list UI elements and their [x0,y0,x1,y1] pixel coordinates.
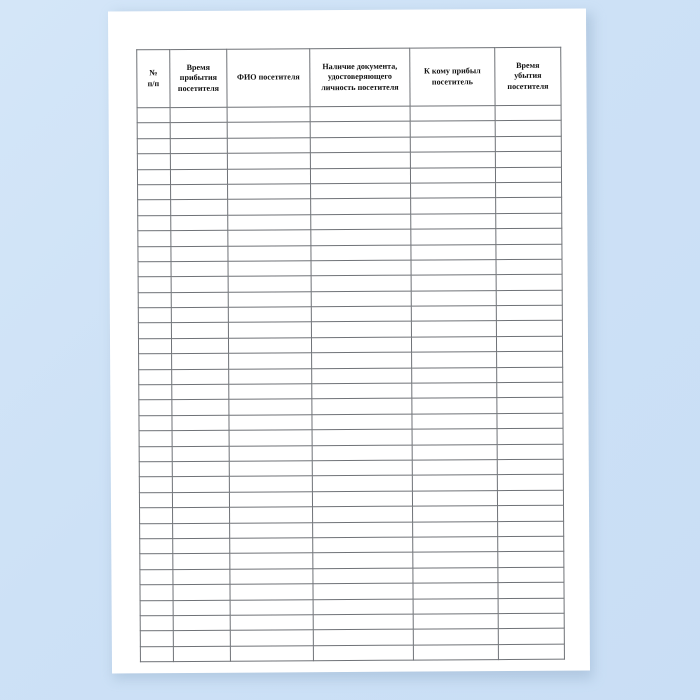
table-cell[interactable] [412,352,497,368]
table-cell[interactable] [138,200,171,216]
table-cell[interactable] [228,245,311,261]
table-cell[interactable] [410,152,495,168]
table-cell[interactable] [139,492,172,508]
table-cell[interactable] [170,138,227,154]
table-cell[interactable] [139,431,172,447]
table-cell[interactable] [413,552,498,568]
table-cell[interactable] [497,475,563,491]
table-cell[interactable] [228,230,311,246]
table-cell[interactable] [171,246,228,262]
column-header-number-line-1: № [149,68,158,78]
column-header-departure-time-line-2: убытия [514,71,542,81]
table-cell[interactable] [139,400,172,416]
table-cell[interactable] [172,400,229,416]
table-cell[interactable] [496,336,562,352]
column-header-host [410,48,495,107]
table-cell[interactable] [228,199,311,215]
table-cell[interactable] [413,506,498,522]
table-cell[interactable] [498,628,564,644]
table-cell[interactable] [496,321,562,337]
table-cell[interactable] [313,629,413,645]
table-cell[interactable] [311,198,411,214]
table-cell[interactable] [171,338,228,354]
table-cell[interactable] [138,338,171,354]
table-cell[interactable] [495,121,561,137]
column-header-departure-time-line-1: Время [516,61,540,71]
table-cell[interactable] [413,537,498,553]
table-cell[interactable] [412,367,497,383]
table-cell[interactable] [495,136,561,152]
column-header-identity-document-line-1: Наличие документа, [322,62,398,72]
table-cell[interactable] [170,169,227,185]
table-cell[interactable] [413,521,498,537]
column-header-identity-document-line-2: удостоверяющего [327,72,392,82]
table-cell[interactable] [228,307,311,323]
table-cell[interactable] [137,123,170,139]
column-header-number [137,50,170,108]
table-cell[interactable] [411,229,496,245]
table-cell[interactable] [312,445,412,461]
table-cell[interactable] [413,567,498,583]
table-cell[interactable] [172,353,229,369]
table-cell[interactable] [311,214,411,230]
table-cell[interactable] [139,477,172,493]
table-cell[interactable] [311,291,411,307]
column-header-departure-time [495,47,561,105]
table-cell[interactable] [172,430,229,446]
table-cell[interactable] [313,552,413,568]
table-cell[interactable] [138,292,171,308]
table-cell[interactable] [413,583,498,599]
table-cell[interactable] [229,384,312,400]
table-cell[interactable] [498,521,564,537]
table-cell[interactable] [230,568,313,584]
table-cell[interactable] [228,291,311,307]
column-header-host-line-2: посетитель [431,76,473,86]
table-cell[interactable] [498,552,564,568]
table-cell[interactable] [173,538,230,554]
table-cell[interactable] [496,228,562,244]
table-cell[interactable] [170,123,227,139]
table-cell[interactable] [497,351,563,367]
column-header-identity-document [310,48,410,107]
table-cell[interactable] [140,585,173,601]
table-cell[interactable] [171,184,228,200]
table-cell[interactable] [411,336,496,352]
table-cell[interactable] [412,475,497,491]
column-header-arrival-time-line-2: прибытия [179,73,218,83]
table-cell[interactable] [229,461,312,477]
table-cell[interactable] [230,599,313,615]
table-cell[interactable] [229,415,312,431]
table-row[interactable] [140,644,564,662]
table-cell[interactable] [173,554,230,570]
table-cell[interactable] [413,598,498,614]
table-cell[interactable] [411,213,496,229]
table-cell[interactable] [495,167,561,183]
table-cell[interactable] [312,399,412,415]
table-cell[interactable] [313,583,413,599]
table-cell[interactable] [173,584,230,600]
table-cell[interactable] [172,446,229,462]
table-cell[interactable] [227,107,310,123]
table-cell[interactable] [138,215,171,231]
table-cell[interactable] [410,136,495,152]
table-cell[interactable] [497,459,563,475]
table-cell[interactable] [229,353,312,369]
table-cell[interactable] [139,462,172,478]
table-cell[interactable] [412,398,497,414]
table-cell[interactable] [412,429,497,445]
table-cell[interactable] [313,645,413,661]
table-cell[interactable] [139,354,172,370]
table-cell[interactable] [228,322,311,338]
table-cell[interactable] [312,414,412,430]
table-cell[interactable] [496,290,562,306]
table-cell[interactable] [311,245,411,261]
table-cell[interactable] [495,105,561,121]
table-cell[interactable] [411,306,496,322]
table-cell[interactable] [496,198,562,214]
table-cell[interactable] [228,184,311,200]
table-cell[interactable] [171,292,228,308]
visitor-log-sheet [136,47,564,663]
table-cell[interactable] [173,600,230,616]
table-cell[interactable] [411,321,496,337]
table-cell[interactable] [228,276,311,292]
table-cell[interactable] [496,244,562,260]
table-cell[interactable] [230,584,313,600]
table-cell[interactable] [172,477,229,493]
column-header-arrival-time-line-3: посетителя [177,83,220,93]
column-header-arrival-time [170,49,227,107]
table-cell[interactable] [312,383,412,399]
table-cell[interactable] [310,152,410,168]
table-cell[interactable] [498,582,564,598]
table-cell[interactable] [312,475,412,491]
table-cell[interactable] [496,305,562,321]
table-cell[interactable] [498,613,564,629]
table-cell[interactable] [139,385,172,401]
table-cell[interactable] [227,122,310,138]
table-cell[interactable] [171,230,228,246]
table-cell[interactable] [172,384,229,400]
table-cell[interactable] [230,615,313,631]
table-cell[interactable] [310,137,410,153]
table-cell[interactable] [140,646,173,662]
table-cell[interactable] [230,630,313,646]
table-cell[interactable] [413,644,498,660]
table-cell[interactable] [311,322,411,338]
table-cell[interactable] [140,631,173,647]
table-cell[interactable] [230,538,313,554]
table-cell[interactable] [140,600,173,616]
table-cell[interactable] [173,507,230,523]
table-cell[interactable] [412,490,497,506]
table-cell[interactable] [496,259,562,275]
table-body [137,105,564,662]
table-cell[interactable] [496,182,562,198]
table-cell[interactable] [498,536,564,552]
table-cell[interactable] [313,522,413,538]
table-cell[interactable] [413,613,498,629]
table-cell[interactable] [496,213,562,229]
table-cell[interactable] [171,261,228,277]
table-cell[interactable] [313,537,413,553]
table-cell[interactable] [173,523,230,539]
table-cell[interactable] [497,398,563,414]
table-cell[interactable] [411,290,496,306]
table-cell[interactable] [411,183,496,199]
column-header-number-line-2: п/п [147,78,160,88]
table-cell[interactable] [497,428,563,444]
table-cell[interactable] [138,323,171,339]
table-cell[interactable] [412,444,497,460]
table-cell[interactable] [137,138,170,154]
table-cell[interactable] [230,522,313,538]
column-header-identity-document-line-3: личность посетителя [321,82,399,92]
table-cell[interactable] [313,614,413,630]
table-cell[interactable] [137,154,170,170]
table-cell[interactable] [229,368,312,384]
table-cell[interactable] [138,246,171,262]
table-cell[interactable] [138,308,171,324]
table-cell[interactable] [138,261,171,277]
table-cell[interactable] [412,413,497,429]
table-cell[interactable] [228,261,311,277]
table-cell[interactable] [170,153,227,169]
table-cell[interactable] [310,168,410,184]
table-cell[interactable] [229,476,312,492]
table-cell[interactable] [140,539,173,555]
table-cell[interactable] [173,569,230,585]
table-cell[interactable] [230,553,313,569]
table-cell[interactable] [311,337,411,353]
table-cell[interactable] [311,183,411,199]
table-cell[interactable] [411,244,496,260]
table-cell[interactable] [498,567,564,583]
table-cell[interactable] [410,106,495,122]
table-cell[interactable] [227,153,310,169]
table-cell[interactable] [139,415,172,431]
table-cell[interactable] [312,352,412,368]
table-cell[interactable] [229,430,312,446]
document-page [108,9,590,674]
table-cell[interactable] [229,491,312,507]
table-cell[interactable] [498,644,564,660]
table-cell[interactable] [310,106,410,122]
table-cell[interactable] [313,568,413,584]
table-cell[interactable] [227,138,310,154]
table-cell[interactable] [411,198,496,214]
table-cell[interactable] [137,169,170,185]
column-header-visitor-name [227,49,310,108]
table-cell[interactable] [313,506,413,522]
column-header-departure-time-line-3: посетителя [507,81,549,91]
table-cell[interactable] [230,507,313,523]
table-cell[interactable] [171,277,228,293]
table-cell[interactable] [171,323,228,339]
table-cell[interactable] [138,277,171,293]
table-cell[interactable] [229,399,312,415]
column-header-arrival-time-line-1: Время [186,63,211,73]
table-cell[interactable] [173,631,230,647]
table-cell[interactable] [496,274,562,290]
column-header-visitor-name-line-1: ФИО посетителя [237,72,300,83]
table-cell[interactable] [313,599,413,615]
table-cell[interactable] [228,338,311,354]
table-cell[interactable] [138,185,171,201]
table-cell[interactable] [138,231,171,247]
table-cell[interactable] [311,229,411,245]
table-cell[interactable] [497,413,563,429]
table-cell[interactable] [140,554,173,570]
table-cell[interactable] [412,460,497,476]
table-cell[interactable] [170,107,227,123]
table-cell[interactable] [311,275,411,291]
table-cell[interactable] [140,569,173,585]
table-cell[interactable] [312,429,412,445]
table-cell[interactable] [497,490,563,506]
table-cell[interactable] [411,275,496,291]
table-cell[interactable] [227,168,310,184]
table-cell[interactable] [312,460,412,476]
table-cell[interactable] [310,122,410,138]
table-cell[interactable] [173,615,230,631]
table-cell[interactable] [311,260,411,276]
table-cell[interactable] [497,367,563,383]
table-header [137,47,561,108]
table-cell[interactable] [173,646,230,662]
table-cell[interactable] [140,523,173,539]
table-cell[interactable] [498,505,564,521]
table-cell[interactable] [172,461,229,477]
table-cell[interactable] [411,260,496,276]
table-cell[interactable] [497,444,563,460]
table-cell[interactable] [498,598,564,614]
table-cell[interactable] [140,508,173,524]
table-cell[interactable] [413,629,498,645]
table-cell[interactable] [230,645,313,661]
table-cell[interactable] [497,382,563,398]
table-cell[interactable] [139,369,172,385]
table-cell[interactable] [172,369,229,385]
table-cell[interactable] [139,446,172,462]
table-cell[interactable] [228,214,311,230]
table-cell[interactable] [229,445,312,461]
table-cell[interactable] [495,151,561,167]
table-cell[interactable] [410,121,495,137]
table-cell[interactable] [172,492,229,508]
table-cell[interactable] [140,615,173,631]
table-cell[interactable] [171,200,228,216]
table-cell[interactable] [412,383,497,399]
table-cell[interactable] [172,415,229,431]
visitor-log-table [136,47,565,663]
table-cell[interactable] [410,167,495,183]
table-cell[interactable] [137,108,170,124]
table-cell[interactable] [312,491,412,507]
table-cell[interactable] [171,215,228,231]
table-header-row [137,47,561,108]
table-cell[interactable] [311,306,411,322]
table-cell[interactable] [171,307,228,323]
column-header-host-line-1: К кому прибыл [423,66,481,76]
table-cell[interactable] [312,368,412,384]
